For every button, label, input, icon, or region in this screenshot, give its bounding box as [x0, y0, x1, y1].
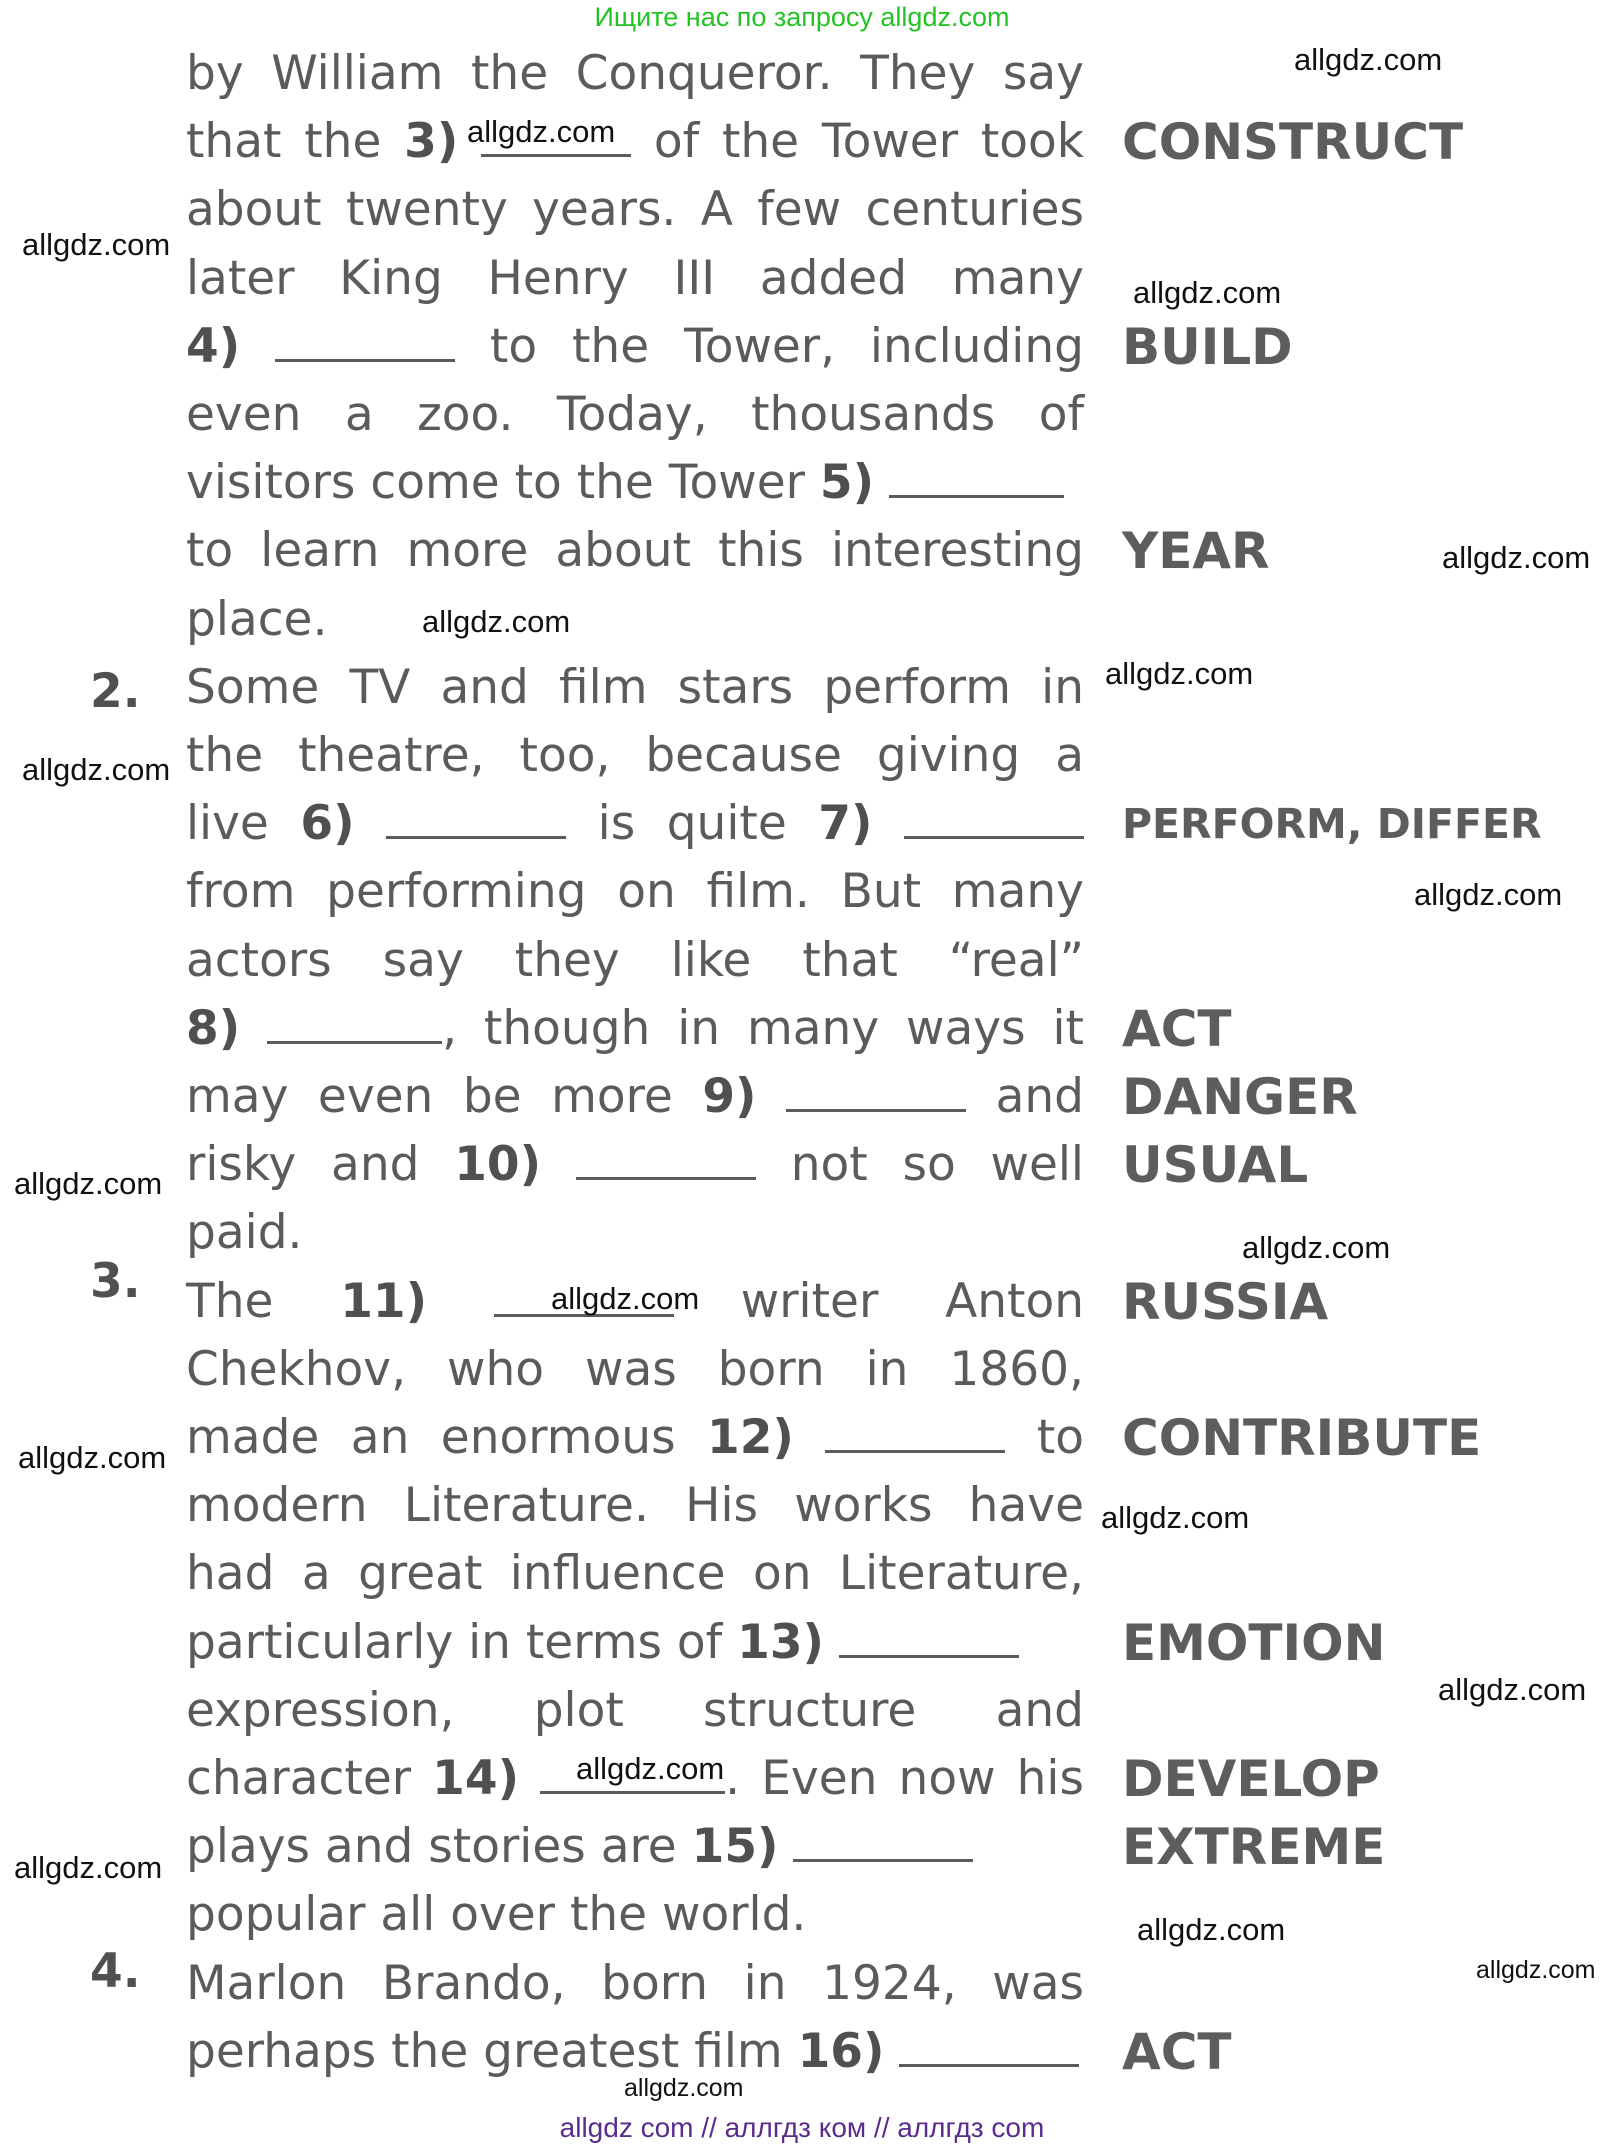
- text-segment: [240, 1001, 267, 1056]
- text-segment: [519, 1751, 540, 1806]
- gap-number: 7): [818, 796, 873, 852]
- text-segment: later King Henry III added many: [186, 250, 1084, 306]
- text-line: [186, 1881, 1084, 1949]
- answer-blank[interactable]: [576, 1137, 756, 1180]
- answer-blank[interactable]: [839, 1615, 1019, 1658]
- watermark: allgdz.com: [14, 1166, 163, 1201]
- text-segment: had a great influence on Literature,: [186, 1546, 1084, 1602]
- text-segment: [757, 1069, 787, 1124]
- text-line: [186, 176, 1084, 244]
- gap-number: 11): [340, 1273, 428, 1329]
- gap-number: 15): [691, 1819, 779, 1875]
- text-segment: character: [186, 1751, 433, 1806]
- text-segment: paid.: [186, 1205, 303, 1261]
- answer-blank[interactable]: [267, 1001, 442, 1044]
- top-banner[interactable]: Ищите нас по запросу allgdz.com: [594, 2, 1010, 32]
- watermark: allgdz.com: [1133, 275, 1282, 310]
- gap-number: 5): [819, 455, 875, 511]
- gap-number: 4): [186, 318, 241, 374]
- text-segment: even a zoo. Today, thousands of: [186, 387, 1084, 442]
- text-line: [186, 858, 1084, 926]
- keyword: DANGER: [1122, 1068, 1358, 1126]
- text-segment: modern Literature. His works have: [186, 1478, 1084, 1534]
- text-segment: writer Anton: [673, 1273, 1084, 1329]
- gap-number: 13): [737, 1614, 825, 1670]
- text-segment: actors say they like that “real”: [186, 932, 1084, 988]
- text-segment: not so well: [755, 1137, 1084, 1193]
- watermark: allgdz.com: [22, 752, 171, 787]
- watermark: allgdz.com: [624, 2074, 744, 2102]
- text-line: [186, 1950, 1084, 2018]
- text-line: [186, 927, 1084, 995]
- text-line: [186, 245, 1084, 313]
- text-segment: [794, 1410, 825, 1465]
- text-segment: to the Tower, including: [455, 318, 1084, 374]
- watermark: allgdz.com: [1242, 1230, 1391, 1265]
- text-segment: [874, 455, 889, 510]
- watermark: allgdz.com: [1101, 1500, 1250, 1535]
- text-segment: [885, 2024, 900, 2079]
- gap-number: 12): [707, 1410, 794, 1465]
- text-segment: from performing on film. But many: [186, 864, 1084, 920]
- watermark: allgdz.com: [14, 1850, 163, 1885]
- text-segment: Chekhov, who was born in 1860,: [186, 1341, 1084, 1397]
- answer-blank[interactable]: [899, 2024, 1079, 2067]
- watermark: allgdz.com: [422, 604, 571, 639]
- text-segment: may even be more: [186, 1069, 703, 1124]
- keyword: CONTRIBUTE: [1122, 1409, 1482, 1467]
- text-line: [186, 313, 1084, 381]
- watermark: allgdz.com: [1414, 877, 1563, 912]
- text-segment: [541, 1137, 576, 1192]
- keyword: EMOTION: [1122, 1613, 1386, 1672]
- text-line: [186, 1472, 1084, 1540]
- bottom-banner[interactable]: allgdz com // аллгдз ком // аллгдз com: [559, 2112, 1045, 2143]
- keyword: CONSTRUCT: [1122, 113, 1464, 172]
- text-segment: Marlon Brando, born in 1924, was: [186, 1955, 1084, 2011]
- text-line: [186, 381, 1084, 449]
- text-segment: [872, 796, 904, 851]
- watermark: allgdz.com: [1442, 540, 1591, 575]
- answer-blank[interactable]: [889, 455, 1064, 498]
- text-line: [186, 1063, 1084, 1131]
- section-number-4: 4.: [90, 1944, 141, 1999]
- text-line: [186, 1609, 1084, 1677]
- watermark: allgdz.com: [576, 1751, 725, 1786]
- text-segment: to: [1005, 1410, 1085, 1465]
- keyword: PERFORM, DIFFER: [1122, 800, 1542, 849]
- text-segment: Some TV and film stars perform in: [186, 659, 1084, 715]
- text-line: [186, 995, 1084, 1063]
- text-segment: , though in many ways it: [442, 1000, 1084, 1056]
- watermark: allgdz.com: [18, 1440, 167, 1475]
- text-segment: about twenty years. A few centuries: [186, 182, 1084, 238]
- text-line: [186, 654, 1084, 722]
- watermark: allgdz.com: [1476, 1956, 1596, 1984]
- text-segment: perhaps the greatest film: [186, 2023, 798, 2079]
- text-line: [186, 1404, 1084, 1472]
- text-segment: risky and: [186, 1137, 455, 1193]
- watermark: allgdz.com: [1294, 42, 1443, 77]
- text-line: [186, 722, 1084, 790]
- text-segment: [427, 1274, 494, 1329]
- text-segment: that the: [186, 114, 405, 170]
- text-segment: [824, 1615, 839, 1670]
- watermark: allgdz.com: [22, 227, 171, 262]
- text-segment: and: [966, 1069, 1084, 1124]
- keyword: ACT: [1122, 999, 1232, 1058]
- answer-blank[interactable]: [793, 1819, 973, 1862]
- text-segment: The: [186, 1273, 341, 1329]
- text-line: [186, 1540, 1084, 1608]
- text-segment: popular all over the world.: [186, 1887, 807, 1943]
- watermark: allgdz.com: [1137, 1912, 1286, 1947]
- text-segment: live: [186, 796, 301, 852]
- text-segment: visitors come to the Tower: [186, 455, 820, 511]
- answer-blank[interactable]: [825, 1410, 1005, 1453]
- section-number-3: 3.: [90, 1254, 141, 1309]
- text-line: [186, 449, 1084, 517]
- text-segment: made an enormous: [186, 1410, 708, 1465]
- text-segment: is quite: [566, 796, 819, 852]
- text-segment: . Even now his: [725, 1751, 1084, 1806]
- gap-number: 8): [186, 1000, 241, 1056]
- answer-blank[interactable]: [904, 796, 1084, 839]
- text-line: [186, 108, 1084, 176]
- gap-number: 3): [404, 114, 459, 170]
- gap-number: 16): [797, 2023, 885, 2079]
- keyword: RUSSIA: [1122, 1272, 1329, 1331]
- text-line: [186, 1336, 1084, 1404]
- text-line: [186, 517, 1084, 585]
- text-segment: by William the Conqueror. They say: [186, 46, 1084, 101]
- text-segment: [779, 1819, 794, 1874]
- gap-number: 14): [432, 1751, 520, 1806]
- keyword: ACT: [1122, 2022, 1232, 2081]
- text-segment: [355, 796, 387, 851]
- answer-blank[interactable]: [386, 796, 566, 839]
- keyword: BUILD: [1122, 317, 1293, 376]
- gap-number: 6): [300, 796, 355, 852]
- watermark: allgdz.com: [1105, 656, 1254, 691]
- watermark: allgdz.com: [551, 1281, 700, 1316]
- text-line: [186, 1677, 1084, 1745]
- text-segment: the theatre, too, because giving a: [186, 728, 1084, 783]
- text-segment: particularly in terms of: [186, 1614, 738, 1670]
- gap-number: 9): [702, 1069, 757, 1124]
- text-line: [186, 1199, 1084, 1267]
- text-line: [186, 1131, 1084, 1199]
- text-line: [186, 790, 1084, 858]
- keyword: EXTREME: [1122, 1818, 1386, 1877]
- text-segment: expression, plot structure and: [186, 1682, 1084, 1738]
- keyword: DEVELOP: [1122, 1750, 1380, 1808]
- text-segment: [240, 319, 275, 374]
- watermark: allgdz.com: [1438, 1672, 1587, 1707]
- text-segment: place.: [186, 591, 328, 647]
- section-number-2: 2.: [90, 664, 141, 719]
- gap-number: 10): [454, 1137, 542, 1193]
- text-line: [186, 1813, 1084, 1881]
- keyword: USUAL: [1122, 1136, 1309, 1195]
- text-segment: plays and stories are: [186, 1819, 692, 1875]
- answer-blank[interactable]: [275, 319, 455, 362]
- text-segment: of the Tower took: [631, 114, 1084, 170]
- text-segment: to learn more about this interesting: [186, 523, 1084, 579]
- text-line: [186, 40, 1084, 108]
- keyword: YEAR: [1122, 522, 1270, 581]
- text-line: [186, 586, 1084, 654]
- answer-blank[interactable]: [786, 1069, 966, 1112]
- watermark: allgdz.com: [467, 114, 616, 149]
